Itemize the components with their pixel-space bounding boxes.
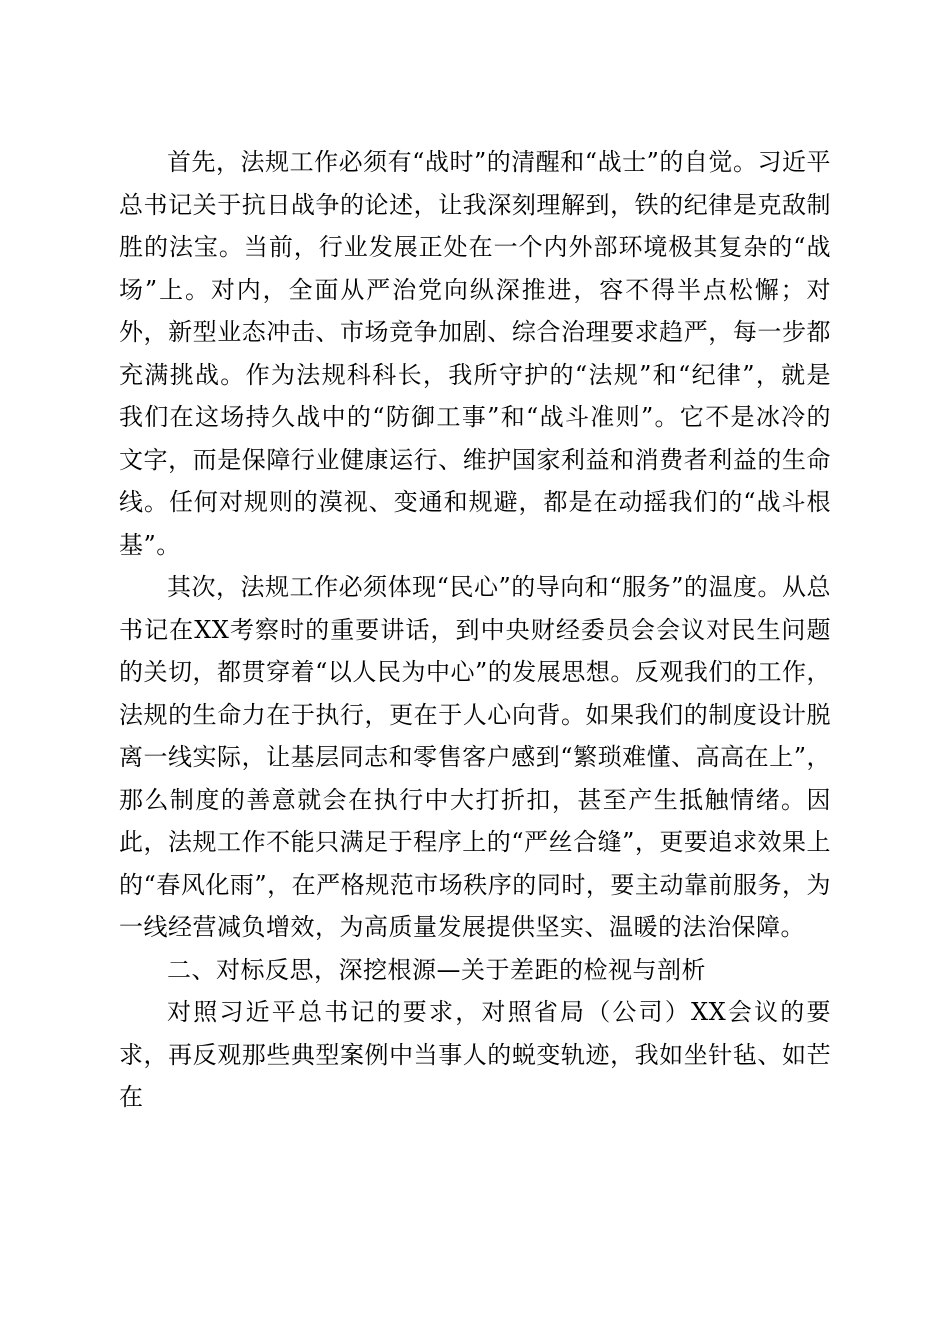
paragraph-2: 其次，法规工作必须体现“民心”的导向和“服务”的温度。从总书记在XX考察时的重要讲话，到中央财经委员会会议对民生问题的关切，都贯穿着“以人民为中心”的发展思想。反观我们的工作，法规的生命力在于执行，更在于人心向背。如果我们的制度设计脱离一线实际，让基层同志和零售客户感到“繁琐难懂、高高在上”，那么制度的善意就会在执行中大打折扣，甚至产生抵触情绪。因此，法规工作不能只满足于程序上的“严丝合缝”，更要追求效果上的“春风化雨”，在严格规范市场秩序的同时，要主动靠前服务，为一线经营减负增效，为高质量发展提供坚实、温暖的法治保障。 [119,573,831,941]
paragraph-3: 对照习近平总书记的要求，对照省局（公司）XX会议的要求，再反观那些典型案例中当事人的蜕变轨迹，我如坐针毡、如芒在 [119,998,831,1111]
paragraph-1: 首先，法规工作必须有“战时”的清醒和“战士”的自觉。习近平总书记关于抗日战争的论述，让我深刻理解到，铁的纪律是克敌制胜的法宝。当前，行业发展正处在一个内外部环境极其复杂的“战场”上。对内，全面从严治党向纵深推进，容不得半点松懈；对外，新型业态冲击、市场竞争加剧、综合治理要求趋严，每一步都充满挑战。作为法规科科长，我所守护的“法规”和“纪律”，就是我们在这场持久战中的“防御工事”和“战斗准则”。它不是冰冷的文字，而是保障行业健康运行、维护国家利益和消费者利益的生命线。任何对规则的漠视、变通和规避，都是在动摇我们的“战斗根基”。 [119,148,831,559]
document-body [119,141,831,1119]
section-heading: 二、对标反思，深挖根源—关于差距的检视与剖析 [167,955,706,984]
